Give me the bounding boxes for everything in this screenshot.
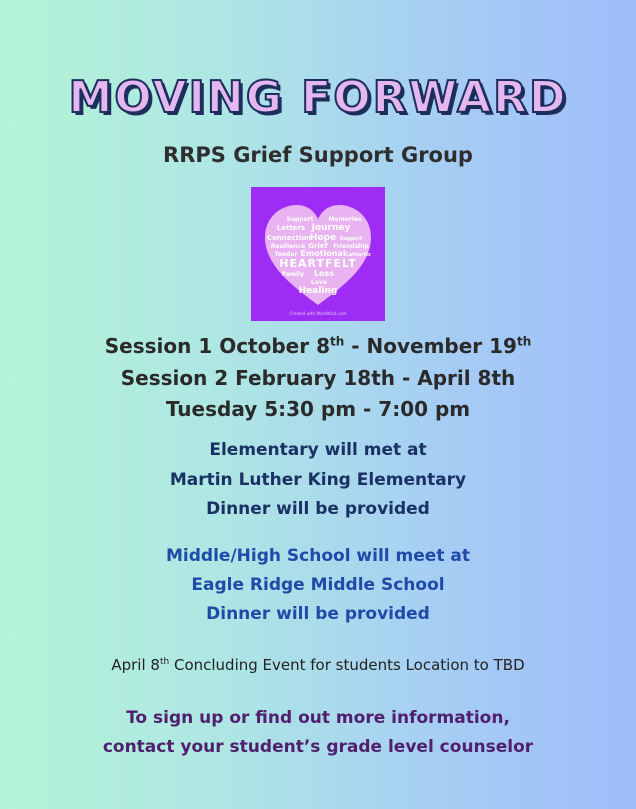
heart-word: Family bbox=[281, 271, 305, 278]
heart-word: Resilience bbox=[270, 243, 306, 250]
heart-word: Tender bbox=[274, 251, 298, 258]
heart-word: Support bbox=[286, 216, 314, 223]
session-2-dates: Session 2 February 18th - April 8th bbox=[120, 366, 516, 390]
flyer-subtitle: RRPS Grief Support Group bbox=[163, 143, 473, 167]
heart-word: Connection bbox=[266, 234, 312, 242]
middle-high-dinner-note: Dinner will be provided bbox=[206, 604, 430, 624]
heart-word: Journey bbox=[311, 223, 351, 233]
session-1-text-end: - November 19 bbox=[344, 334, 517, 358]
heart-word: Support bbox=[339, 236, 363, 242]
heart-word: HEARTFELT bbox=[279, 257, 357, 270]
ordinal-suffix: th bbox=[159, 657, 170, 667]
contact-line-1: To sign up or find out more information, bbox=[126, 708, 510, 728]
concluding-event-note bbox=[78, 650, 558, 677]
ordinal-suffix: th bbox=[516, 334, 532, 349]
elementary-heading: Elementary will met at bbox=[209, 440, 427, 460]
ordinal-suffix: th bbox=[329, 334, 345, 349]
concluding-date: April 8 bbox=[111, 656, 160, 674]
concluding-text: Concluding Event for students Location to TBD bbox=[169, 656, 525, 674]
middle-high-location: Eagle Ridge Middle School bbox=[191, 575, 445, 595]
session-1-text: Session 1 October 8 bbox=[104, 334, 330, 358]
heart-word: Healing bbox=[298, 286, 338, 296]
heart-word: Hope bbox=[309, 233, 337, 243]
elementary-location: Martin Luther King Elementary bbox=[169, 470, 467, 490]
heart-icon bbox=[251, 187, 385, 321]
elementary-dinner-note: Dinner will be provided bbox=[206, 499, 430, 519]
session-1-dates bbox=[0, 334, 636, 358]
middle-high-heading: Middle/High School will meet at bbox=[166, 546, 470, 566]
heart-word: Emotional bbox=[300, 249, 346, 258]
contact-line-2: contact your student’s grade level counselor bbox=[102, 737, 534, 757]
heart-word: Love bbox=[311, 279, 327, 286]
session-time: Tuesday 5:30 pm - 7:00 pm bbox=[165, 397, 471, 421]
heart-word: Memories bbox=[328, 216, 362, 223]
heart-word: Grief bbox=[308, 242, 328, 250]
heart-word-cloud-image bbox=[251, 187, 385, 321]
heart-word: Friendship bbox=[333, 243, 369, 250]
image-caption: Created with WordItOut.com bbox=[289, 311, 347, 316]
heart-word: Cathartic bbox=[345, 252, 371, 258]
heart-word: Loss bbox=[313, 269, 335, 278]
flyer-title: MOVING FORWARD bbox=[68, 72, 568, 123]
heart-word: Letters bbox=[276, 224, 306, 232]
